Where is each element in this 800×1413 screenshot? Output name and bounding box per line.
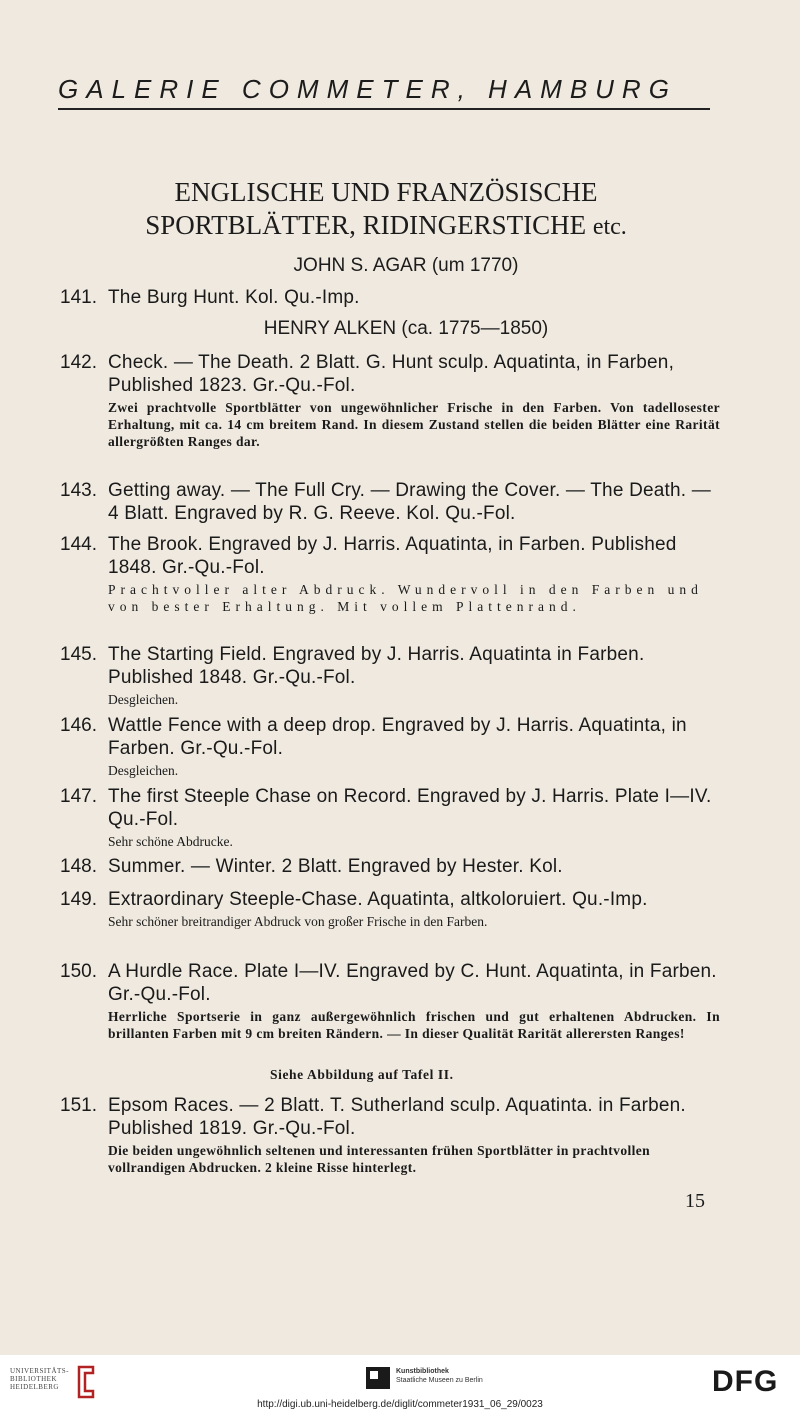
ub-logo-line2: BIBLIOTHEK bbox=[10, 1375, 57, 1383]
entry-title: Extraordinary Steeple-Chase. Aquatinta, altkoloruiert. Qu.-Imp. bbox=[108, 889, 648, 910]
catalog-entry bbox=[60, 643, 720, 708]
page-number: 15 bbox=[685, 1190, 705, 1212]
entry-note: Desgleichen. bbox=[108, 763, 179, 778]
kunstbibliothek-icon bbox=[366, 1367, 390, 1389]
ub-logo-line1: UNIVERSITÄTS- bbox=[10, 1367, 69, 1375]
entry-number: 145. bbox=[60, 644, 97, 665]
entry-number: 144. bbox=[60, 534, 97, 555]
entry-title: Summer. — Winter. 2 Blatt. Engraved by Hester. Kol. bbox=[108, 856, 563, 877]
entry-note: Sehr schöner breitrandiger Abdruck von großer Frische in den Farben. bbox=[108, 914, 488, 929]
entry-number: 141. bbox=[60, 287, 97, 308]
entry-title: The Brook. Engraved by J. Harris. Aquatinta, in Farben. Published 1848. Gr.-Qu.-Fol. bbox=[108, 534, 677, 578]
catalog-entry bbox=[60, 1094, 720, 1176]
entry-note: Die beiden ungewöhnlich seltenen und interessanten frühen Sportblätter in prachtvollen vollrandigen Abdrucken. 2 kleine Risse hinterlegt. bbox=[108, 1143, 651, 1175]
entry-number: 142. bbox=[60, 352, 97, 373]
footer-bar bbox=[0, 1355, 800, 1413]
ub-logo-line3: HEIDELBERG bbox=[10, 1383, 59, 1391]
university-library-logo[interactable] bbox=[10, 1367, 70, 1391]
entry-number: 146. bbox=[60, 715, 97, 736]
entry-note: Herrliche Sportserie in ganz außergewöhnlich frischen und gut erhaltenen Abdrucken. In brillanten Farben mit 9 cm breiten Rändern. — In dieser Qualität Rarität allerersten Ranges! bbox=[108, 1009, 720, 1041]
catalog-entry bbox=[60, 855, 720, 878]
entry-number: 150. bbox=[60, 961, 97, 982]
kunstbibliothek-logo[interactable] bbox=[396, 1367, 483, 1385]
entry-title: The Burg Hunt. Kol. Qu.-Imp. bbox=[108, 287, 360, 308]
entry-note: Sehr schöne Abdrucke. bbox=[108, 834, 233, 849]
catalog-entry bbox=[60, 286, 720, 309]
artist-heading: HENRY ALKEN (ca. 1775—1850) bbox=[263, 318, 549, 339]
entry-number: 151. bbox=[60, 1095, 97, 1116]
catalog-entry bbox=[60, 351, 720, 450]
artist-heading: JOHN S. AGAR (um 1770) bbox=[293, 255, 519, 276]
catalog-entry bbox=[60, 888, 720, 930]
gallery-header: GALERIE COMMETER, HAMBURG bbox=[58, 74, 677, 104]
entry-note: Prachtvoller alter Abdruck. Wundervoll in den Farben und von bester Erhaltung. Mit vollem Plattenrand. bbox=[108, 582, 703, 614]
kb-line2: Staatliche Museen zu Berlin bbox=[396, 1377, 483, 1384]
entry-number: 148. bbox=[60, 856, 97, 877]
catalog-entry bbox=[60, 785, 720, 850]
entry-number: 147. bbox=[60, 786, 97, 807]
ub-emblem-icon bbox=[75, 1365, 97, 1399]
section-title-line2: SPORTBLÄTTER, RIDINGERSTICHE bbox=[145, 210, 587, 240]
entry-title: A Hurdle Race. Plate I—IV. Engraved by C. Hunt. Aquatinta, in Farben. Gr.-Qu.-Fol. bbox=[108, 961, 717, 1005]
catalog-entry bbox=[60, 479, 720, 525]
entry-title: Epsom Races. — 2 Blatt. T. Sutherland sculp. Aquatinta. in Farben. Published 1819. Gr.-Qu.-Fol. bbox=[108, 1095, 686, 1139]
entry-title: The Starting Field. Engraved by J. Harris. Aquatinta in Farben. Published 1848. Gr.-Qu.-Fol. bbox=[108, 644, 645, 688]
entry-title: Wattle Fence with a deep drop. Engraved by J. Harris. Aquatinta, in Farben. Gr.-Qu.-Fol. bbox=[108, 715, 687, 759]
entry-title: Check. — The Death. 2 Blatt. G. Hunt sculp. Aquatinta, in Farben, Published 1823. Gr.-Qu.-Fol. bbox=[108, 352, 675, 396]
entry-number: 143. bbox=[60, 480, 97, 501]
entry-number: 149. bbox=[60, 889, 97, 910]
entry-note: Zwei prachtvolle Sportblätter von ungewöhnlicher Frische in den Farben. Von tadellosester Erhaltung, mit ca. 14 cm breitem Rand. In diesem Zustand stellen die beiden Blätter eine Rarität allergrößten Ranges dar. bbox=[108, 400, 720, 449]
entry-note: Desgleichen. bbox=[108, 692, 179, 707]
section-title-line1: ENGLISCHE UND FRANZÖSISCHE bbox=[174, 177, 598, 207]
entry-title: Getting away. — The Full Cry. — Drawing the Cover. — The Death. — 4 Blatt. Engraved by R. G. Reeve. Kol. Qu.-Fol. bbox=[108, 480, 711, 524]
permalink-url[interactable]: http://digi.ub.uni-heidelberg.de/diglit/commeter1931_06_29/0023 bbox=[257, 1399, 543, 1410]
entry-title: The first Steeple Chase on Record. Engraved by J. Harris. Plate I—IV. Qu.-Fol. bbox=[108, 786, 712, 830]
catalog-entry bbox=[60, 533, 720, 615]
header-rule bbox=[58, 108, 710, 110]
catalog-entry bbox=[60, 960, 720, 1042]
kb-line1: Kunstbibliothek bbox=[396, 1368, 449, 1375]
catalog-entry bbox=[60, 714, 720, 779]
dfg-logo[interactable]: DFG bbox=[712, 1365, 779, 1398]
section-title bbox=[60, 176, 712, 244]
section-title-suffix: etc. bbox=[592, 214, 627, 240]
plate-reference: Siehe Abbildung auf Tafel II. bbox=[270, 1067, 454, 1082]
